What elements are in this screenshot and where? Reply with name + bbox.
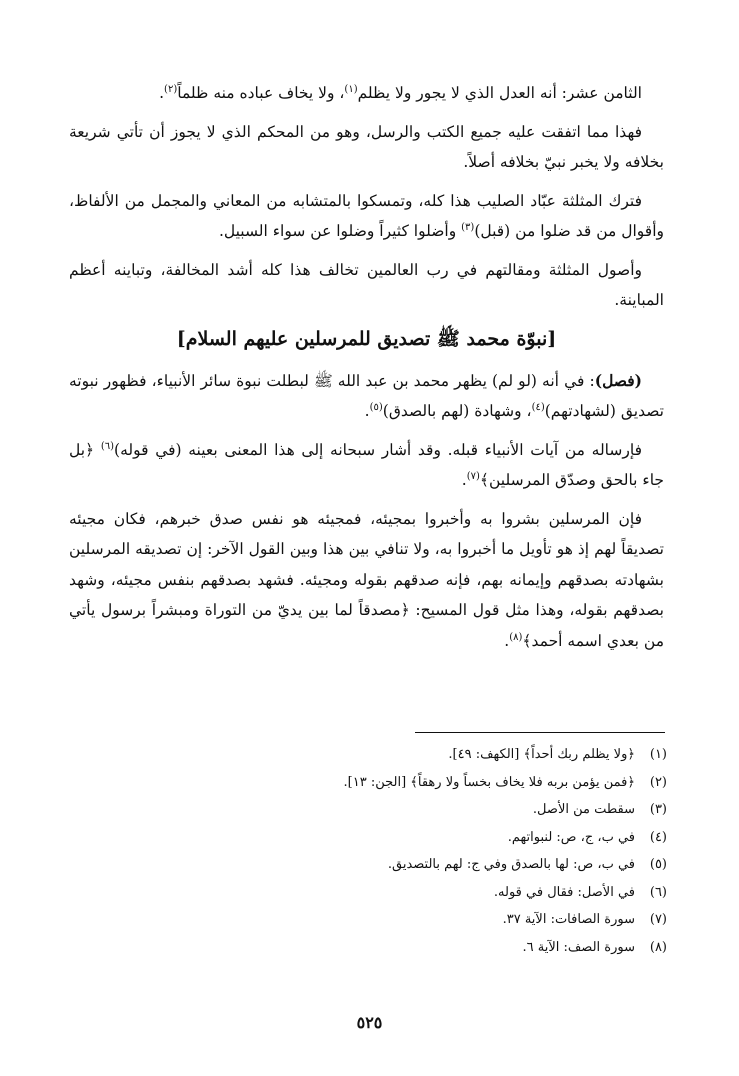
footnote-ref[interactable]: (٦) bbox=[100, 440, 115, 452]
footnote-text: سورة الصف: الآية ٦. bbox=[522, 939, 635, 955]
footnote-number: (١) bbox=[649, 747, 667, 762]
footnote-number: (٣) bbox=[649, 802, 667, 817]
paragraph-text: فهذا مما اتفقت عليه جميع الكتب والرسل، وهو من المحكم الذي لا يجوز أن تأتي شريعة بخلافه ولا يخبر نبيّ بخلافه أصلاً. bbox=[69, 122, 664, 171]
paragraph-text: ، وشهادة (لهم بالصدق) bbox=[382, 402, 532, 420]
footnote-text: سقطت من الأصل. bbox=[532, 802, 635, 817]
footnote-ref[interactable]: (٧) bbox=[466, 470, 480, 482]
fasl-label: (فصل) bbox=[594, 370, 642, 390]
footnote-separator bbox=[415, 732, 665, 733]
footnote-ref[interactable]: (٢) bbox=[164, 83, 178, 95]
main-text bbox=[69, 78, 664, 656]
footnote-text: في الأصل: فقال في قوله. bbox=[493, 884, 635, 900]
paragraph-text: : في أنه (لو لم) يظهر محمد بن عبد الله ﷺ لبطلت نبوة سائر الأنبياء، فظهور نبوته تصديق (لشهادتهم) bbox=[69, 371, 664, 420]
paragraph-eighteenth bbox=[69, 78, 664, 109]
footnote-item bbox=[77, 879, 667, 907]
footnote-item bbox=[77, 741, 667, 769]
section-heading: [نبوّة محمد ﷺ تصديق للمرسلين عليهم السلام] bbox=[176, 327, 557, 350]
paragraph-text: . bbox=[364, 402, 370, 420]
footnote-item bbox=[77, 934, 667, 962]
footnote-item bbox=[77, 824, 667, 852]
footnote-item bbox=[77, 769, 667, 797]
footnote-item bbox=[77, 906, 667, 934]
paragraph-agreement bbox=[69, 117, 664, 178]
paragraph-text: فإن المرسلين بشروا به وأخبروا بمجيئه، فمجيئه هو نفس صدق خبرهم، فكان مجيئه تصديقاً لهم إذ هو تأويل ما أخبروا به، ولا تنافي بين هذا وبين القول الآخر: إن تصديقه المرسلين بشهادته بصدقهم وإيمانه بهم، فإنه صدقهم بقوله ومجيئه. فشهد بصدقهم بنفس مجيئه، وشهد بصدقهم بقوله، وهذا مثل قول المسيح: ﴿مصدقاً لما بين يديّ من التوراة ومبشراً برسول يأتي من بعدي اسمه أحمد﴾ bbox=[69, 509, 664, 650]
paragraph-text: وأصول المثلثة ومقالتهم في رب العالمين تخالف هذا كله أشد المخالفة، وتباينه أعظم المباينة. bbox=[69, 260, 664, 309]
footnote-ref[interactable]: (٨) bbox=[509, 631, 523, 643]
paragraph-text: . bbox=[461, 471, 467, 489]
footnote-ref[interactable]: (١) bbox=[344, 83, 358, 95]
paragraph-text: ﴿بل جاء بالحق وصدّق المرسلين﴾ bbox=[69, 440, 664, 489]
footnote-item bbox=[77, 851, 667, 879]
footnote-text: ﴿فمن يؤمن بربه فلا يخاف بخساً ولا رهقاً﴾ [الجن: ١٣]. bbox=[343, 774, 635, 790]
footnote-text: سورة الصافات: الآية ٣٧. bbox=[502, 912, 635, 927]
paragraph-text: . bbox=[159, 84, 165, 102]
paragraph-text: ، ولا يخاف عباده منه ظلماً bbox=[177, 84, 345, 102]
footnote-number: (٥) bbox=[649, 857, 667, 872]
paragraph-fasl bbox=[69, 366, 664, 427]
footnote-number: (٤) bbox=[649, 829, 667, 845]
page-number: ٥٢٥ bbox=[356, 1013, 383, 1032]
footnote-text: ﴿ولا يظلم ربك أحداً﴾ [الكهف: ٤٩]. bbox=[448, 747, 635, 762]
paragraph-text: . bbox=[504, 631, 510, 650]
footnote-text: في ب، ص: لها بالصدق وفي ج: لهم بالتصديق. bbox=[387, 857, 635, 872]
paragraph-text: الثامن عشر: أنه العدل الذي لا يجور ولا يظلم bbox=[357, 84, 642, 102]
paragraph-text: فترك المثلثة عبّاد الصليب هذا كله، وتمسكوا بالمتشابه من المعاني والمجمل من الألفاظ، وأقوال من قد ضلوا من (قبل) bbox=[69, 191, 664, 240]
footnote-ref[interactable]: (٥) bbox=[369, 401, 383, 413]
footnote-number: (٧) bbox=[649, 912, 667, 927]
paragraph-trinitarians bbox=[69, 186, 664, 247]
paragraph-principles bbox=[69, 255, 664, 316]
paragraph-sending bbox=[69, 435, 664, 496]
footnote-number: (٦) bbox=[649, 884, 667, 900]
footnote-ref[interactable]: (٣) bbox=[461, 221, 475, 233]
footnote-text: في ب، ج، ص: لنبواتهم. bbox=[507, 829, 635, 845]
paragraph-text: وأضلوا كثيراً وضلوا عن سواء السبيل. bbox=[218, 222, 462, 240]
footnote-number: (٨) bbox=[649, 939, 667, 955]
footnote-ref[interactable]: (٤) bbox=[531, 401, 545, 413]
footnote-item bbox=[77, 796, 667, 824]
footnotes bbox=[77, 741, 667, 961]
paragraph-text: فإرساله من آيات الأنبياء قبله. وقد أشار سبحانه إلى هذا المعنى بعينه (في قوله) bbox=[114, 440, 643, 459]
footnote-number: (٢) bbox=[649, 774, 667, 790]
paragraph-messengers bbox=[69, 504, 664, 657]
